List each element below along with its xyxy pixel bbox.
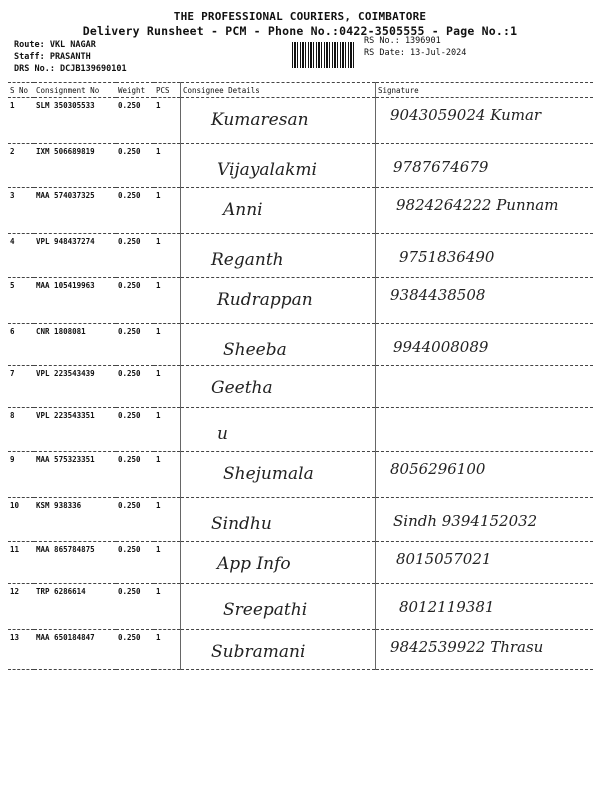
- row-signature: 9751836490: [399, 248, 495, 266]
- table-row: [8, 408, 593, 452]
- row-sno: 9: [8, 452, 34, 498]
- row-sno: 12: [8, 584, 34, 630]
- row-pcs: 1: [154, 98, 181, 144]
- row-consignment-no: VPL 223543439: [34, 366, 116, 408]
- row-weight: 0.250: [116, 408, 154, 452]
- row-signature: 9043059024 Kumar: [390, 106, 542, 124]
- barcode: [292, 42, 356, 68]
- col-signature: Signature: [376, 83, 594, 98]
- table-row: [8, 98, 593, 144]
- route-label: Route: VKL NAGAR: [14, 40, 96, 50]
- row-signature: Sindh 9394152032: [393, 512, 538, 530]
- row-sno: 1: [8, 98, 34, 144]
- row-pcs: 1: [154, 324, 181, 366]
- row-pcs: 1: [154, 234, 181, 278]
- row-weight: 0.250: [116, 188, 154, 234]
- row-weight: 0.250: [116, 366, 154, 408]
- drs-number: DRS No.: DCJB139690101: [14, 64, 127, 74]
- row-weight: 0.250: [116, 144, 154, 188]
- row-weight: 0.250: [116, 452, 154, 498]
- row-consignee: Sindhu: [211, 514, 272, 534]
- row-consignee: Rudrappan: [217, 290, 313, 310]
- row-sno: 7: [8, 366, 34, 408]
- row-weight: 0.250: [116, 324, 154, 366]
- row-consignee: Anni: [223, 200, 263, 220]
- row-sno: 4: [8, 234, 34, 278]
- row-pcs: 1: [154, 408, 181, 452]
- row-consignee: u: [217, 424, 228, 444]
- row-pcs: 1: [154, 630, 181, 670]
- row-weight: 0.250: [116, 542, 154, 584]
- row-signature: 8012119381: [399, 598, 495, 616]
- table-header: [8, 83, 593, 98]
- row-consignee: Sheeba: [223, 340, 287, 360]
- row-pcs: 1: [154, 584, 181, 630]
- row-pcs: 1: [154, 188, 181, 234]
- row-consignee: Kumaresan: [211, 110, 309, 130]
- row-consignee: Geetha: [211, 378, 273, 398]
- row-signature: 9787674679: [393, 158, 489, 176]
- row-pcs: 1: [154, 144, 181, 188]
- col-sno: S No: [8, 83, 34, 98]
- row-signature: 8056296100: [390, 460, 486, 478]
- table-row: [8, 234, 593, 278]
- row-sno: 8: [8, 408, 34, 452]
- row-pcs: 1: [154, 278, 181, 324]
- table-row: [8, 144, 593, 188]
- col-consignment: Consignment No: [34, 83, 116, 98]
- table-row: [8, 630, 593, 670]
- row-weight: 0.250: [116, 498, 154, 542]
- row-consignee: Sreepathi: [223, 600, 308, 620]
- row-consignee: App Info: [217, 554, 291, 574]
- table-row: [8, 452, 593, 498]
- row-consignee: Subramani: [211, 642, 306, 662]
- row-weight: 0.250: [116, 630, 154, 670]
- staff-label: Staff: PRASANTH: [14, 52, 91, 62]
- table-row: [8, 584, 593, 630]
- row-consignment-no: MAA 650184847: [34, 630, 116, 670]
- row-signature: 9842539922 Thrasu: [390, 638, 544, 656]
- row-sno: 13: [8, 630, 34, 670]
- row-signature: 9824264222 Punnam: [396, 196, 559, 214]
- row-weight: 0.250: [116, 278, 154, 324]
- runsheet-subtitle: Delivery Runsheet - PCM - Phone No.:0422-3505555 - Page No.:1: [82, 24, 518, 38]
- row-sno: 10: [8, 498, 34, 542]
- table-row: [8, 542, 593, 584]
- row-consignment-no: MAA 574037325: [34, 188, 116, 234]
- row-sno: 11: [8, 542, 34, 584]
- row-pcs: 1: [154, 452, 181, 498]
- row-signature: 9944008089: [393, 338, 489, 356]
- row-consignment-no: TRP 6286614: [34, 584, 116, 630]
- row-sno: 3: [8, 188, 34, 234]
- row-consignment-no: SLM 350305533: [34, 98, 116, 144]
- col-pcs: PCS: [154, 83, 181, 98]
- row-signature: 9384438508: [390, 286, 486, 304]
- table-row: [8, 366, 593, 408]
- row-pcs: 1: [154, 542, 181, 584]
- rs-number: RS No.: 1396901: [364, 36, 441, 46]
- table-row: [8, 324, 593, 366]
- row-consignment-no: VPL 948437274: [34, 234, 116, 278]
- row-weight: 0.250: [116, 584, 154, 630]
- runsheet-table: [8, 82, 593, 670]
- row-consignment-no: CNR 1808081: [34, 324, 116, 366]
- col-consignee: Consignee Details: [181, 83, 376, 98]
- row-consignee: Vijayalakmi: [217, 160, 317, 180]
- row-sno: 2: [8, 144, 34, 188]
- row-pcs: 1: [154, 366, 181, 408]
- row-consignment-no: MAA 105419963: [34, 278, 116, 324]
- row-weight: 0.250: [116, 234, 154, 278]
- row-consignment-no: MAA 865784875: [34, 542, 116, 584]
- row-weight: 0.250: [116, 98, 154, 144]
- row-consignment-no: MAA 575323351: [34, 452, 116, 498]
- company-title: THE PROFESSIONAL COURIERS, COIMBATORE: [173, 10, 427, 23]
- row-consignment-no: VPL 223543351: [34, 408, 116, 452]
- row-consignee: Reganth: [211, 250, 284, 270]
- table-row: [8, 498, 593, 542]
- table-row: [8, 188, 593, 234]
- row-consignment-no: IXM 506689819: [34, 144, 116, 188]
- row-sno: 5: [8, 278, 34, 324]
- row-signature: 8015057021: [396, 550, 492, 568]
- row-pcs: 1: [154, 498, 181, 542]
- table-row: [8, 278, 593, 324]
- row-consignee: Shejumala: [223, 464, 314, 484]
- col-weight: Weight: [116, 83, 154, 98]
- row-sno: 6: [8, 324, 34, 366]
- row-consignment-no: KSM 938336: [34, 498, 116, 542]
- rs-date: RS Date: 13-Jul-2024: [364, 48, 467, 58]
